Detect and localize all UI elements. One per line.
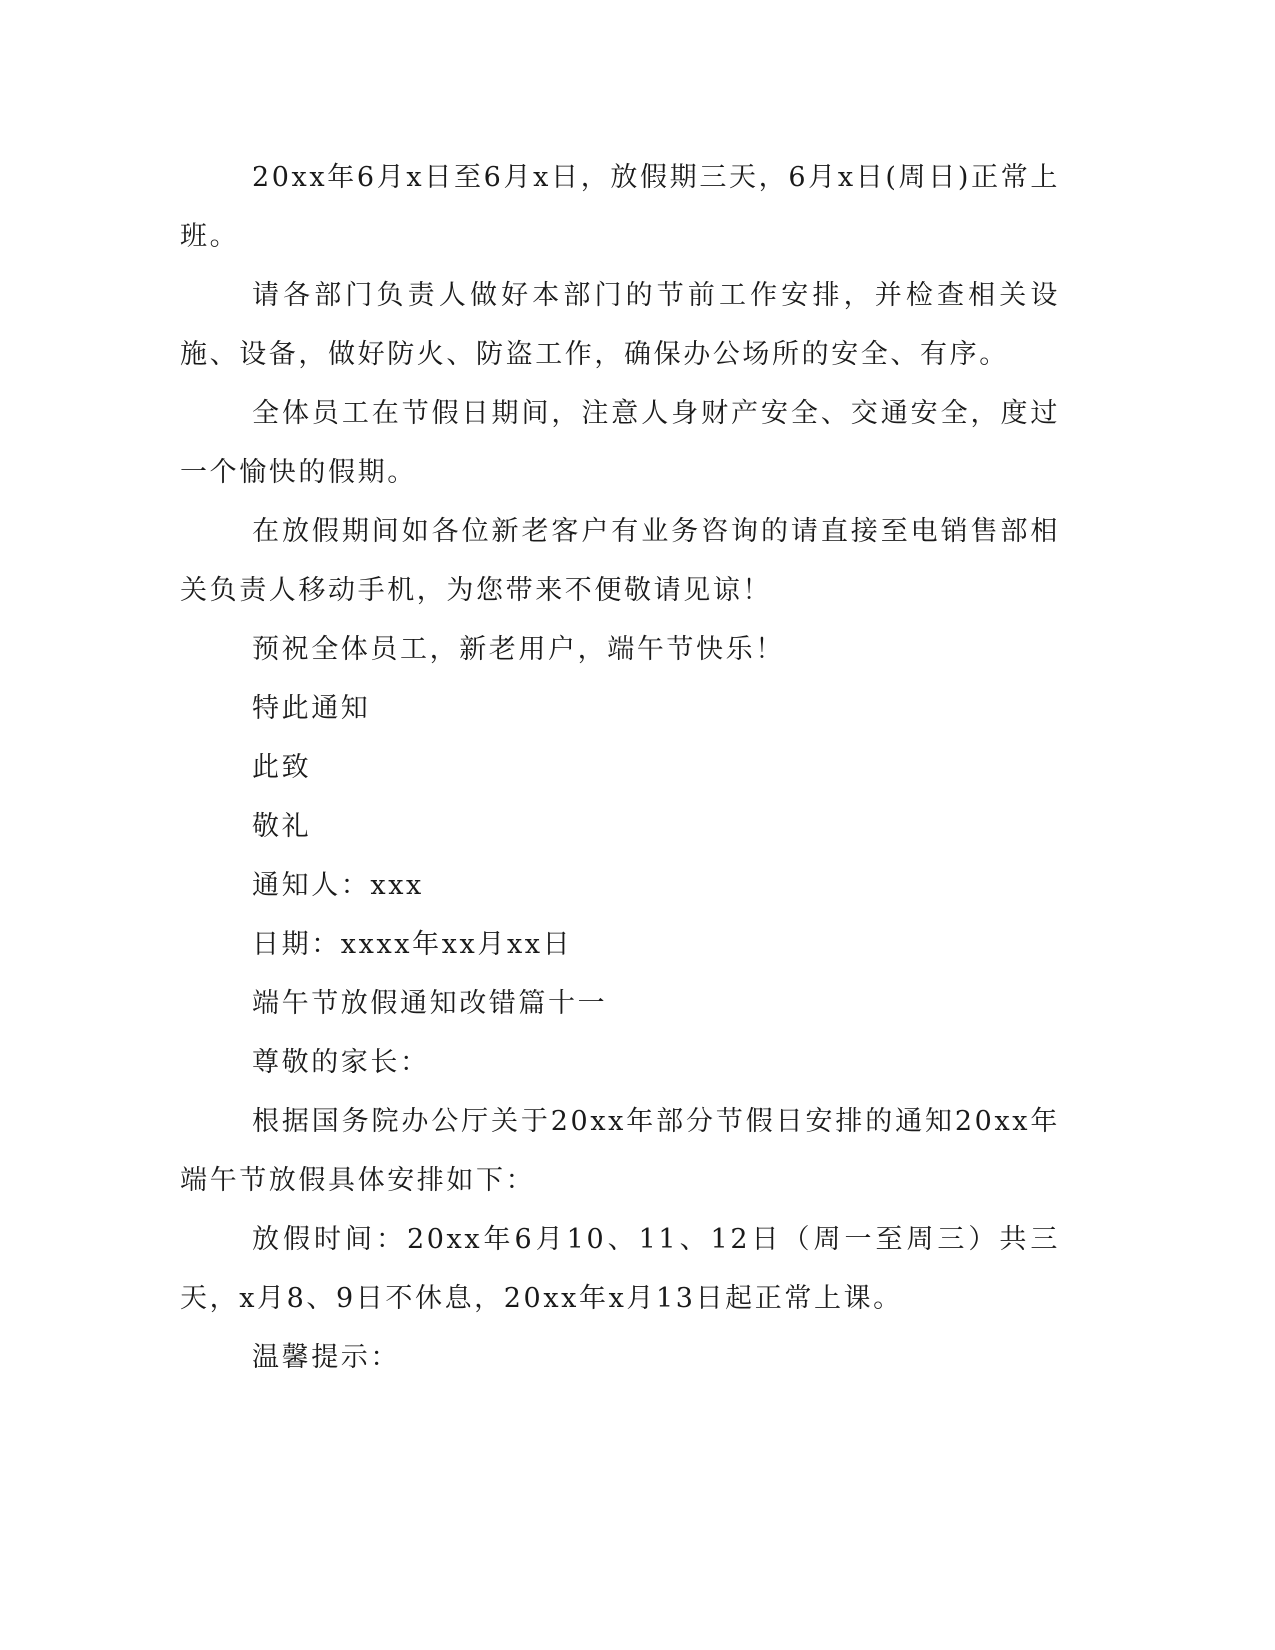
paragraph-holiday-dates: 20xx年6月x日至6月x日，放假期三天，6月x日(周日)正常上班。 bbox=[180, 162, 1060, 252]
paragraph-warm-reminder: 温馨提示： bbox=[252, 1342, 400, 1373]
paragraph-notice-closing: 特此通知 bbox=[252, 693, 371, 724]
paragraph-department-arrangements: 请各部门负责人做好本部门的节前工作安排，并检查相关设施、设备，做好防火、防盗工作，确保办公场所的安全、有序。 bbox=[180, 280, 1060, 370]
document-body bbox=[180, 148, 1060, 1387]
paragraph-customer-inquiries: 在放假期间如各位新老客户有业务咨询的请直接至电销售部相关负责人移动手机，为您带来不便敬请见谅！ bbox=[180, 516, 1060, 606]
paragraph-staff-safety: 全体员工在节假日期间，注意人身财产安全、交通安全，度过一个愉快的假期。 bbox=[180, 398, 1060, 488]
paragraph-notifier: 通知人：xxx bbox=[252, 870, 424, 901]
paragraph-salutation-ci-zhi: 此致 bbox=[252, 752, 312, 783]
paragraph-festival-wishes: 预祝全体员工，新老用户，端午节快乐！ bbox=[252, 634, 785, 665]
paragraph-salutation-jing-li: 敬礼 bbox=[252, 811, 312, 842]
paragraph-holiday-basis: 根据国务院办公厅关于20xx年部分节假日安排的通知20xx年端午节放假具体安排如下： bbox=[180, 1106, 1060, 1196]
section-heading: 端午节放假通知改错篇十一 bbox=[252, 988, 608, 1019]
paragraph-holiday-time: 放假时间：20xx年6月10、11、12日（周一至周三）共三天，x月8、9日不休息，20xx年x月13日起正常上课。 bbox=[180, 1224, 1060, 1314]
paragraph-date: 日期：xxxx年xx月xx日 bbox=[252, 929, 573, 960]
paragraph-greeting-parents: 尊敬的家长： bbox=[252, 1047, 430, 1078]
